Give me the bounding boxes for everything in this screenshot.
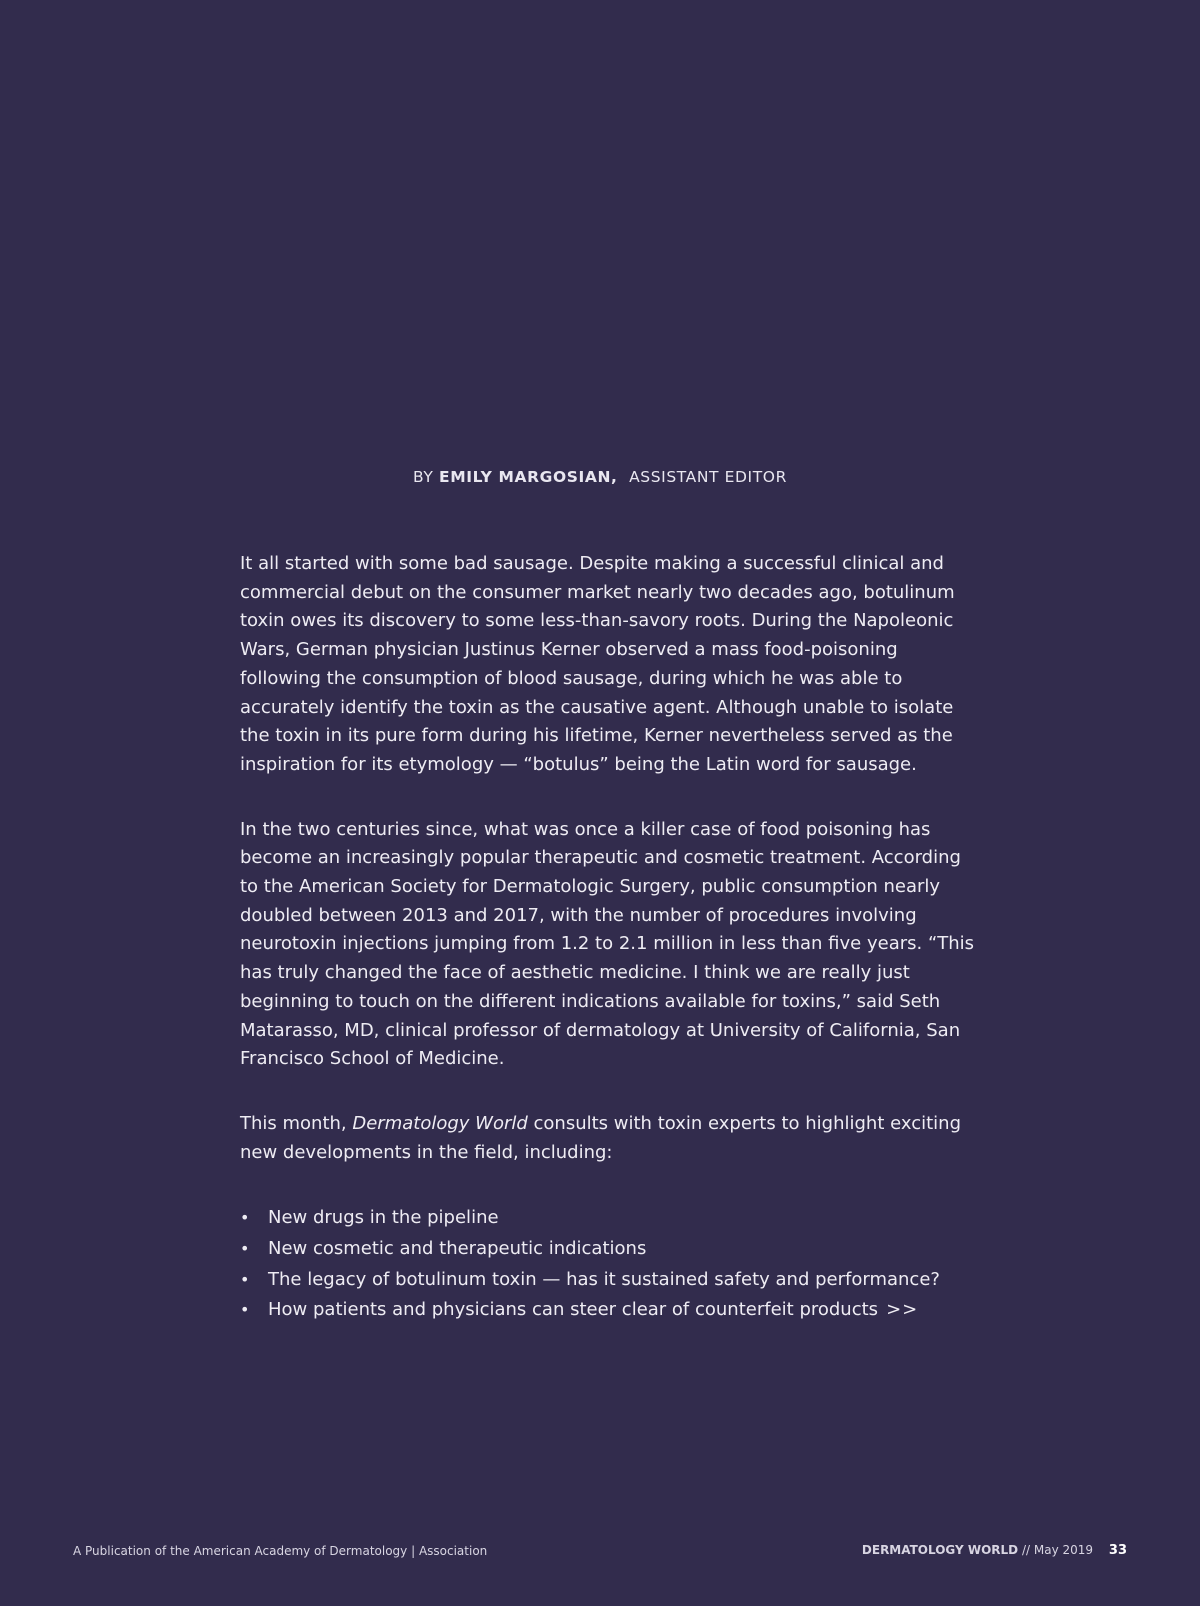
footer-magazine-name: DERMATOLOGY WORLD [861, 1543, 1019, 1557]
article-body [240, 550, 975, 1326]
bullet-icon: • [240, 1239, 250, 1259]
footer-issue-info [862, 1543, 1127, 1558]
bullet-icon: • [240, 1300, 250, 1320]
byline-author: EMILY MARGOSIAN, [439, 468, 618, 486]
topics-list [240, 1203, 975, 1326]
footer-issue-date: May 2019 [1033, 1543, 1094, 1557]
byline [0, 468, 1200, 486]
list-item [240, 1265, 975, 1296]
list-item [240, 1203, 975, 1234]
list-item [240, 1295, 975, 1326]
footer-separator: // [1021, 1543, 1031, 1557]
paragraph-text: consults with toxin experts to highlight exciting new developments in the field, including: [240, 1112, 961, 1163]
article-paragraph: It all started with some bad sausage. Despite making a successful clinical and commercial debut on the consumer market nearly two decades ago, botulinum toxin owes its discovery to some less-than-savory roots. During the Napoleonic Wars, German physician Justinus Kerner observed a mass food-poisoning following the consumption of blood sausage, during which he was able to accurately identify the toxin as the causative agent. Although unable to isolate the toxin in its pure form during his lifetime, Kerner nevertheless served as the inspiration for its etymology — “botulus” being the Latin word for sausage. [240, 553, 955, 775]
list-item [240, 1234, 975, 1265]
magazine-title-italic: Dermatology World [352, 1112, 528, 1134]
list-item-text: New cosmetic and therapeutic indications [268, 1238, 647, 1260]
list-item-text: How patients and physicians can steer clear of counterfeit products [268, 1299, 879, 1321]
byline-role: ASSISTANT EDITOR [629, 468, 787, 486]
bullet-icon: • [240, 1269, 250, 1289]
continue-arrow-icon: >> [886, 1299, 919, 1321]
page-number: 33 [1108, 1543, 1127, 1558]
bullet-icon: • [240, 1208, 250, 1228]
list-item-text: New drugs in the pipeline [268, 1207, 499, 1229]
list-item-text: The legacy of botulinum toxin — has it sustained safety and performance? [268, 1268, 940, 1290]
article-paragraph: In the two centuries since, what was once a killer case of food poisoning has become an increasingly popular therapeutic and cosmetic treatment. According to the American Society for Dermatologic Surgery, public consumption nearly doubled between 2013 and 2017, with the number of procedures involving neurotoxin injections jumping from 1.2 to 2.1 million in less than five years. “This has truly changed the face of aesthetic medicine. I think we are really just beginning to touch on the different indications available for toxins,” said Seth Matarasso, MD, clinical professor of dermatology at University of California, San Francisco School of Medicine. [240, 818, 975, 1070]
footer-publication: A Publication of the American Academy of Dermatology | Association [73, 1544, 488, 1558]
byline-prefix: BY [413, 468, 434, 486]
article-paragraph [240, 1110, 975, 1167]
paragraph-text: This month, [240, 1112, 353, 1134]
